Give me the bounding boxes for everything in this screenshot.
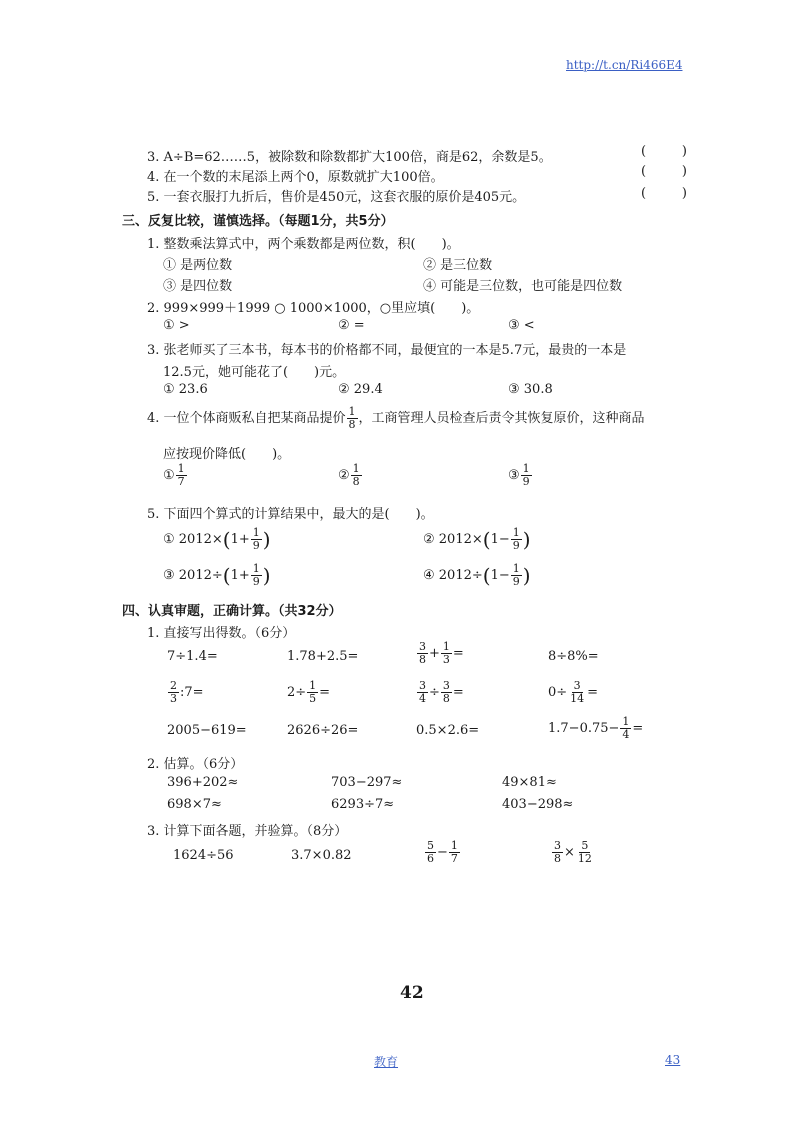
q5-option-4[interactable]: ④ 2012÷(1− $\frac{1}{9}$ ) [423,562,531,588]
q1-option-1[interactable]: ① 是两位数 [163,258,233,273]
q5-option-1[interactable]: ① 2012×(1+ $\frac{1}{9}$ ) [163,526,271,552]
fraction-numerator: 2 [170,679,177,692]
part-3-title: 3. 计算下面各题，并验算。（8分） [147,824,348,839]
footer-link-right[interactable]: 43 [665,1053,681,1067]
q3-option-1[interactable]: ① 23.6 [163,382,208,397]
page-number: 42 [400,983,424,1003]
fraction-numerator: 5 [427,839,434,852]
fraction-numerator: 3 [554,839,561,852]
q2-option-1[interactable]: ① > [163,318,190,333]
fraction-denominator: 9 [252,539,260,552]
fraction-numerator: 3 [573,679,581,692]
fraction-denominator: 6 [427,852,434,865]
answer-paren-3[interactable]: ( ) [641,144,687,159]
fraction [307,680,318,705]
judge-item-3: 3. A÷B=62……5，被除数和除数都扩大100倍，商是62，余数是5。 [147,150,552,165]
section-3-title: 三、反复比较，谨慎选择。（每题1分，共5分） [122,214,394,229]
fraction-numerator: 1 [309,679,317,692]
fraction-denominator: 3 [442,653,450,666]
estimate-r2c3: 403−298≈ [502,797,574,812]
fraction-denominator: 7 [177,475,185,488]
estimate-r1c3: 49×81≈ [502,775,557,790]
fraction-numerator: 1 [348,405,356,418]
calc-r2c3: $\frac{3}{4}$ ÷ $\frac{3}{8}$ = [419,679,464,705]
calc-r1c1: 7÷1.4= [167,649,218,664]
q1-option-2[interactable]: ② 是三位数 [423,258,493,273]
calc-r1c2: 1.78+2.5= [287,649,359,664]
fraction [425,840,436,865]
fraction-numerator: 1 [512,562,520,575]
fraction-numerator: 1 [450,839,458,852]
q5-option-2[interactable]: ② 2012×(1− $\frac{1}{9}$ ) [423,526,531,552]
q3-line-1: 3. 张老师买了三本书，每本书的价格都不同，最便宜的一本是5.7元，最贵的一本是 [147,343,627,358]
fraction [576,840,594,865]
q2-option-2[interactable]: ② = [338,318,365,333]
calc-r3c1: 2005−619= [167,723,247,738]
fraction [176,463,187,488]
fraction-numerator: 1 [512,526,520,539]
part-2-title: 2. 估算。（6分） [147,757,244,772]
fraction-numerator: 3 [419,679,426,692]
verify-c2: 3.7×0.82 [291,848,352,863]
estimate-r2c1: 698×7≈ [167,797,222,812]
fraction-denominator: 5 [309,692,317,705]
fraction [511,563,522,588]
fraction [417,680,428,705]
fraction-denominator: 9 [512,539,520,552]
fraction-denominator: 9 [522,475,530,488]
q4-option-1[interactable]: ① $\frac{1}{7}$ [163,462,185,488]
q2-stem: 2. 999×999＋1999 ○ 1000×1000，○里应填( )。 [147,301,480,316]
calc-r3c4: 1.7−0.75− $\frac{1}{4}$ = [548,715,644,741]
fraction [521,463,532,488]
fraction [449,840,460,865]
q3-option-3[interactable]: ③ 30.8 [508,382,553,397]
fraction-numerator: 5 [581,839,589,852]
judge-item-4: 4. 在一个数的末尾添上两个0，原数就扩大100倍。 [147,170,444,185]
fraction-denominator: 8 [554,852,561,865]
q3-line-2: 12.5元，她可能花了( )元。 [163,365,346,380]
fraction-numerator: 1 [522,462,530,475]
fraction [251,563,262,588]
calc-r1c4: 8÷8%= [548,649,599,664]
fraction [552,840,563,865]
q5-stem: 5. 下面四个算式的计算结果中，最大的是( )。 [147,507,434,522]
fraction-denominator: 12 [577,852,592,865]
q4-line-1: 4. 一位个体商贩私自把某商品提价 $\frac{1}{8}$ ，工商管理人员检查后责令其恢复原价，这种商品 [147,405,645,431]
estimate-r2c2: 6293÷7≈ [331,797,395,812]
calc-r2c4: 0÷ $\frac{3}{14}$ = [548,679,599,705]
fraction [441,680,452,705]
section-4-title: 四、认真审题，正确计算。（共32分） [122,604,342,619]
estimate-r1c2: 703−297≈ [331,775,403,790]
fraction-numerator: 1 [252,526,260,539]
fraction-denominator: 8 [352,475,360,488]
q4-option-2[interactable]: ② $\frac{1}{8}$ [338,462,360,488]
q3-option-2[interactable]: ② 29.4 [338,382,383,397]
answer-paren-4[interactable]: ( ) [641,164,687,179]
fraction-denominator: 8 [348,418,356,431]
judge-item-5: 5. 一套衣服打九折后，售价是450元，这套衣服的原价是405元。 [147,190,526,205]
q1-stem: 1. 整数乘法算式中，两个乘数都是两位数，积( )。 [147,237,460,252]
q5-option-3[interactable]: ③ 2012÷(1+ $\frac{1}{9}$ ) [163,562,271,588]
fraction-numerator: 1 [442,640,450,653]
calc-r3c3: 0.5×2.6= [416,723,480,738]
fraction [351,463,362,488]
verify-c1: 1624÷56 [173,848,234,863]
fraction-numerator: 3 [419,640,426,653]
calc-r3c2: 2626÷26= [287,723,359,738]
q2-option-3[interactable]: ③ < [508,318,535,333]
fraction-numerator: 3 [442,679,450,692]
fraction [251,527,262,552]
fraction [568,680,586,705]
verify-c4: $\frac{3}{8}$ × $\frac{5}{12}$ [554,839,592,865]
fraction-denominator: 4 [622,728,630,741]
q4-line-2: 应按现价降低( )。 [163,447,291,462]
q1-option-4[interactable]: ④ 可能是三位数，也可能是四位数 [423,279,623,294]
fraction-denominator: 9 [252,575,260,588]
fraction [417,641,428,666]
footer-link-left[interactable]: 教育 [374,1055,399,1069]
q1-option-3[interactable]: ③ 是四位数 [163,279,233,294]
q4-option-3[interactable]: ③ $\frac{1}{9}$ [508,462,530,488]
calc-r2c1: $\frac{2}{3}$ :7= [170,679,204,705]
fraction-denominator: 7 [450,852,458,865]
fraction-numerator: 1 [177,462,185,475]
fraction-denominator: 14 [570,692,585,705]
fraction-denominator: 3 [170,692,177,705]
fraction-denominator: 9 [512,575,520,588]
fraction [168,680,179,705]
fraction [441,641,452,666]
fraction [511,527,522,552]
fraction [620,716,631,741]
fraction-denominator: 8 [442,692,450,705]
calc-r2c2: 2÷ $\frac{1}{5}$ = [287,679,331,705]
fraction-numerator: 1 [622,715,630,728]
header-link[interactable]: http://t.cn/Ri466E4 [566,58,683,72]
fraction [347,406,358,431]
part-1-title: 1. 直接写出得数。（6分） [147,626,296,641]
answer-paren-5[interactable]: ( ) [641,186,687,201]
fraction-denominator: 8 [419,653,426,666]
fraction-denominator: 4 [419,692,426,705]
verify-c3: $\frac{5}{6}$ − $\frac{1}{7}$ [427,839,458,865]
fraction-numerator: 1 [352,462,360,475]
calc-r1c3: $\frac{3}{8}$ + $\frac{1}{3}$ = [419,640,464,666]
estimate-r1c1: 396+202≈ [167,775,239,790]
fraction-numerator: 1 [252,562,260,575]
